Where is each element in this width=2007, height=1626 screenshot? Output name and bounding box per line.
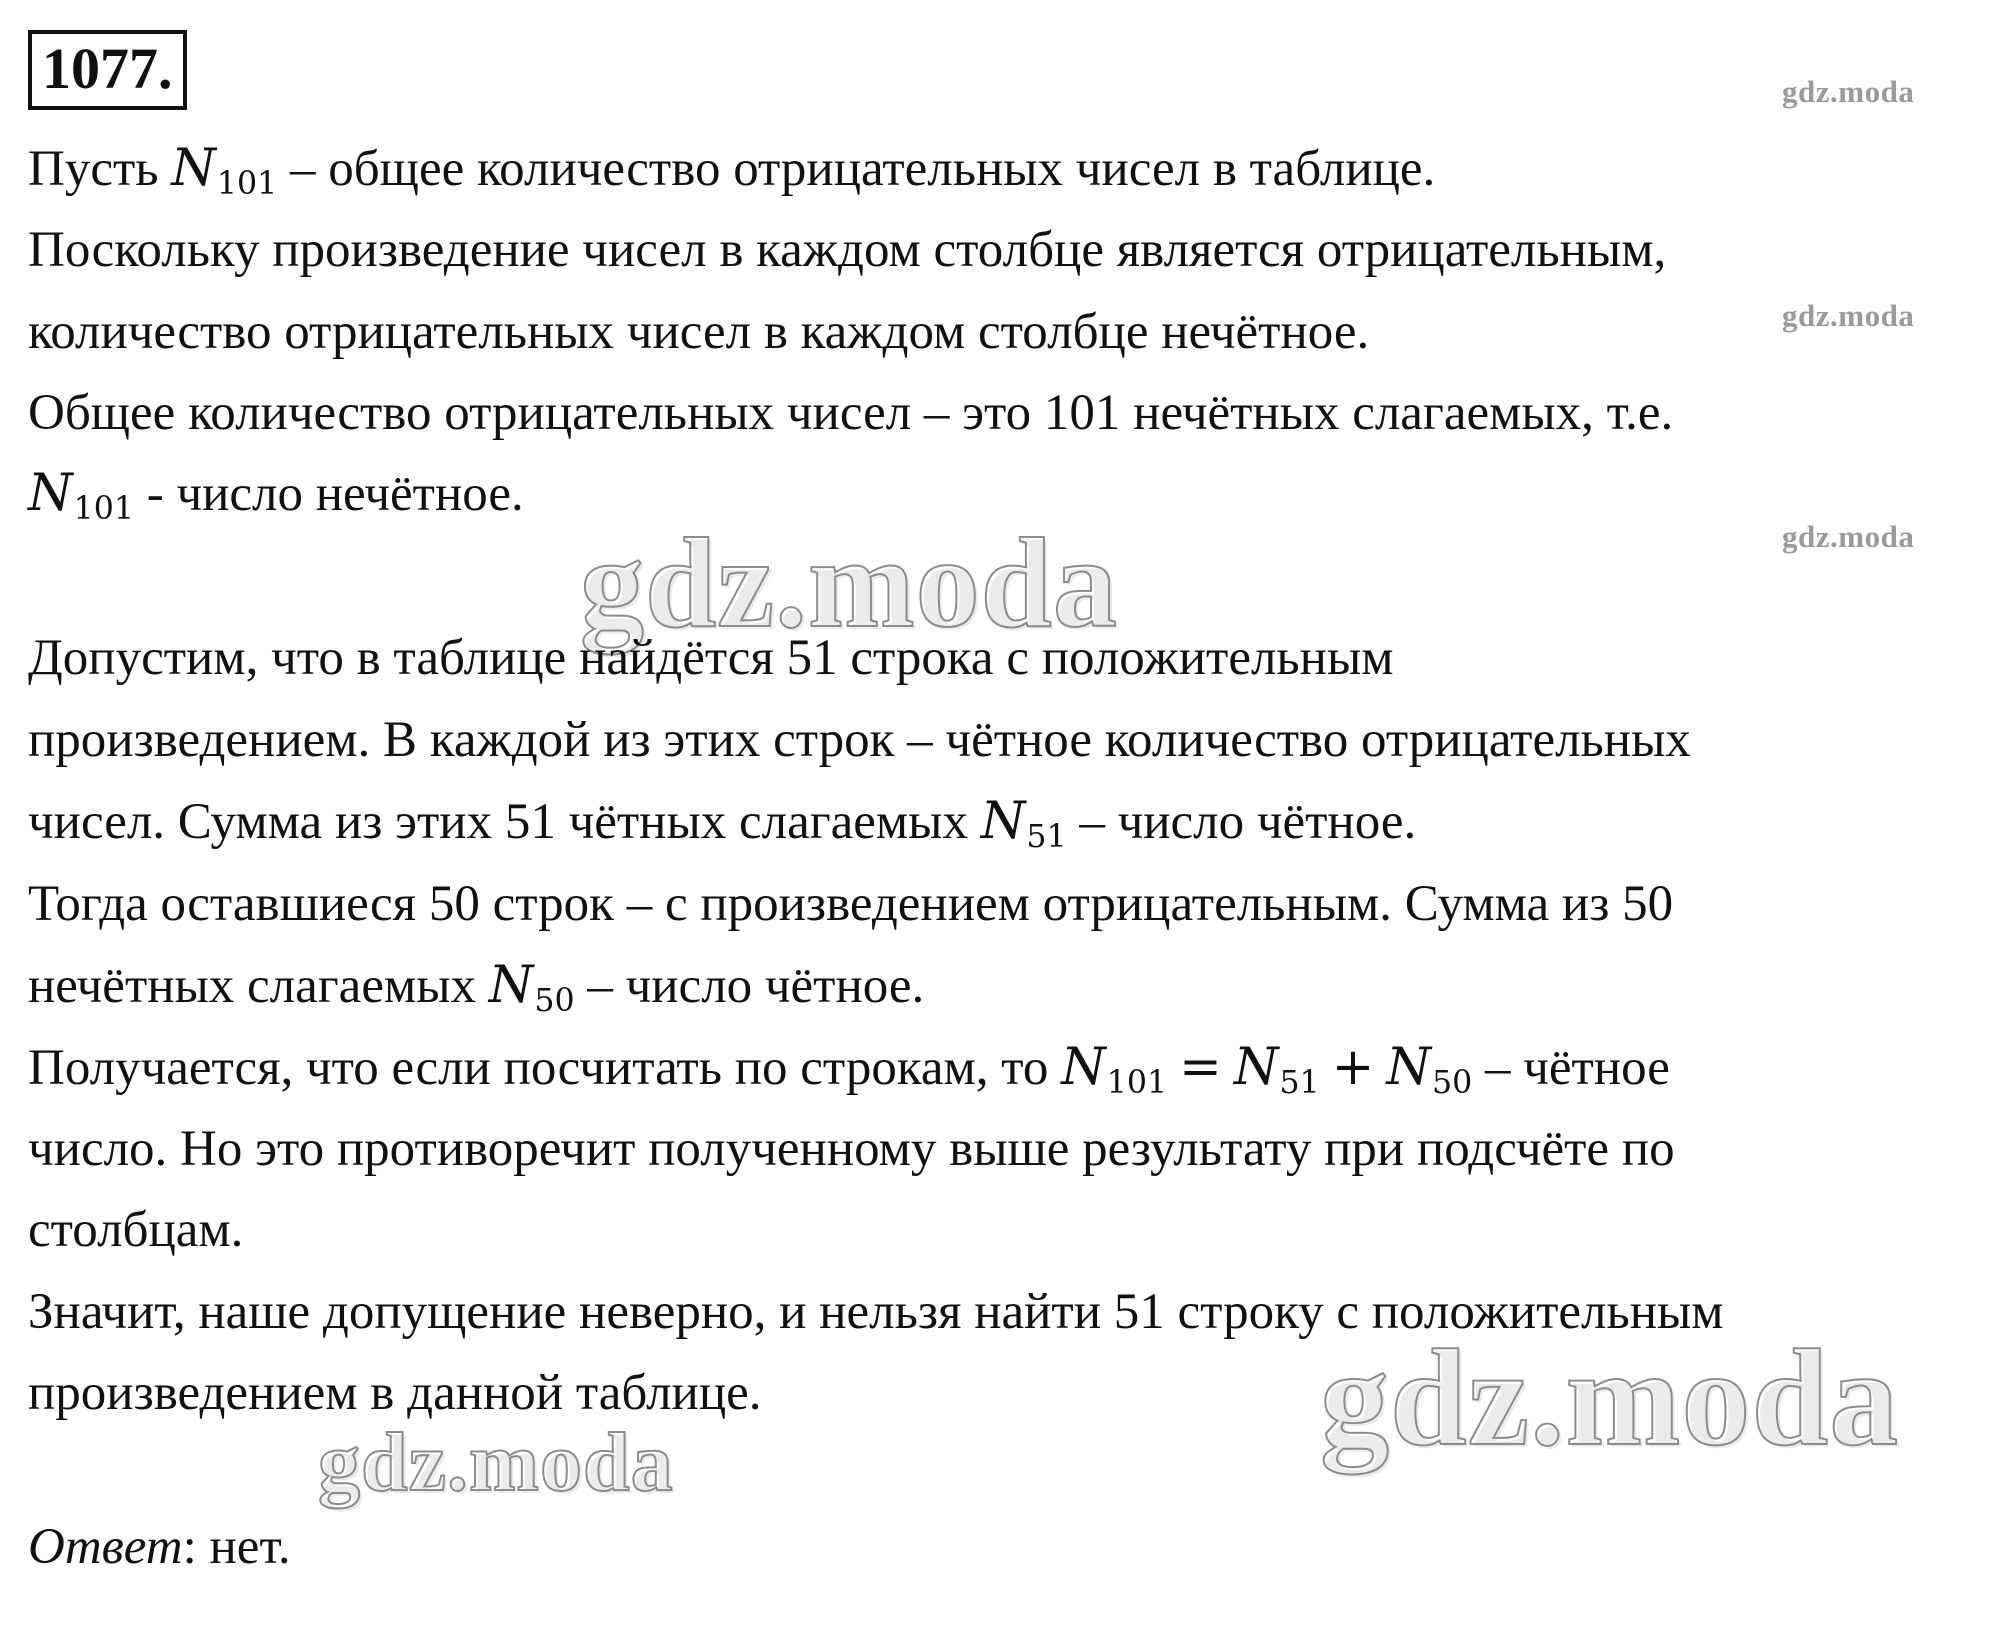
answer-label: Ответ xyxy=(28,1519,183,1575)
para3-line2 xyxy=(28,462,524,541)
para5-line1: Тогда оставшиеся 50 строк – с произведением отрицательным. Сумма из 50 xyxy=(28,876,1674,932)
para1-line1 xyxy=(28,137,1435,216)
math-variable: $N_{50}$ xyxy=(1386,1038,1473,1101)
text: Получается, что если посчитать по строкам, то xyxy=(28,1040,1049,1096)
para7-line1: Значит, наше допущение неверно, и нельзя найти 51 строку с положительным xyxy=(28,1284,1724,1340)
text: - число нечётное. xyxy=(146,466,524,522)
para2-line1: Поскольку произведение чисел в каждом столбце является отрицательным, xyxy=(28,222,1667,278)
answer-value: нет. xyxy=(209,1519,291,1575)
problem-number: 1077. xyxy=(28,30,187,110)
watermark-small: gdz.moda xyxy=(1782,519,1915,554)
math-variable: $N_{50}$ xyxy=(488,956,575,1019)
text: : xyxy=(182,1519,197,1575)
text: – чётное xyxy=(1485,1040,1670,1096)
answer-line xyxy=(28,1515,291,1579)
watermark-small: gdz.moda xyxy=(1782,74,1915,109)
math-variable: $N_{51}$ xyxy=(1233,1038,1320,1101)
para7-line2: произведением в данной таблице. xyxy=(28,1365,762,1421)
math-variable: $N_{101}$ xyxy=(171,139,278,202)
para6-line2: число. Но это противоречит полученному выше результату при подсчёте по xyxy=(28,1121,1675,1177)
math-variable: $N_{51}$ xyxy=(980,792,1067,855)
para4-line3 xyxy=(28,790,1416,869)
para3-line1: Общее количество отрицательных чисел – это 101 нечётных слагаемых, т.е. xyxy=(28,385,1674,441)
text: Пусть xyxy=(28,141,159,197)
equals-sign: = xyxy=(1179,1038,1222,1097)
para4-line1: Допустим, что в таблице найдётся 51 строка с положительным xyxy=(28,630,1394,686)
text: – число чётное. xyxy=(1079,794,1417,850)
plus-sign: + xyxy=(1331,1038,1375,1097)
math-variable: $N_{101}$ xyxy=(28,464,134,527)
text: – число чётное. xyxy=(587,958,925,1014)
text: – общее количество отрицательных чисел в таблице. xyxy=(289,141,1436,197)
para2-line2: количество отрицательных чисел в каждом столбце нечётное. xyxy=(28,304,1370,360)
watermark-large: gdz.moda xyxy=(318,1416,674,1509)
text: нечётных слагаемых xyxy=(28,958,476,1014)
para5-line2 xyxy=(28,954,924,1033)
math-variable: $N_{101}$ xyxy=(1061,1038,1168,1101)
para6-line1 xyxy=(28,1036,1670,1115)
text: чисел. Сумма из этих 51 чётных слагаемых xyxy=(28,794,968,850)
para6-line3: столбцам. xyxy=(28,1202,244,1258)
watermark-large: gdz.moda xyxy=(580,512,1118,654)
watermark-small: gdz.moda xyxy=(1782,298,1915,333)
para4-line2: произведением. В каждой из этих строк – чётное количество отрицательных xyxy=(28,712,1691,768)
watermark-large: gdz.moda xyxy=(1320,1321,1900,1474)
